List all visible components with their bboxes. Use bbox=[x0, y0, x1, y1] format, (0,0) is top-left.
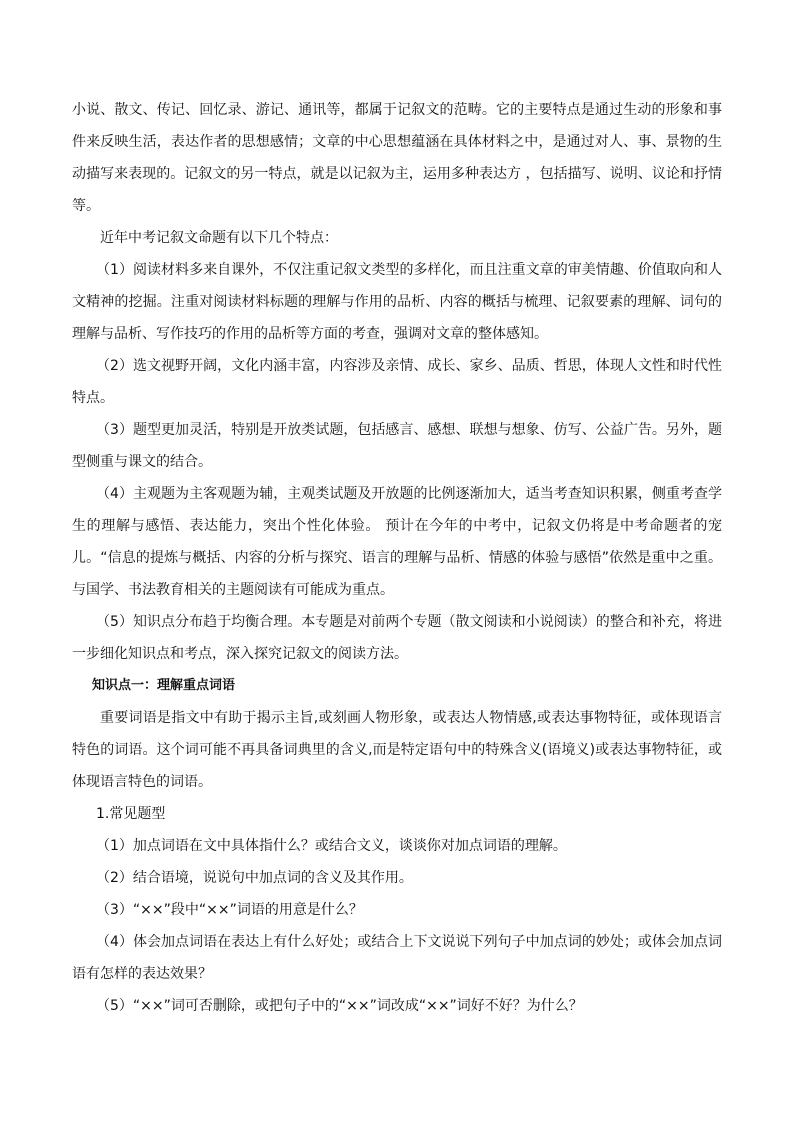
question-type-4: （4）体会加点词语在表达上有什么好处；或结合上下文说说下列句子中加点词的妙处；或体会加点词语有怎样的表达效果？ bbox=[72, 934, 722, 982]
question-types-heading: 1.常见题型 bbox=[96, 806, 166, 822]
features-intro: 近年中考记叙文命题有以下几个特点： bbox=[100, 230, 338, 246]
knowledge-paragraph: 重要词语是指文中有助于揭示主旨,或刻画人物形象，或表达人物情感,或表达事物特征，或体现语言特色的词语。这个词可能不再具备词典里的含义,而是特定语句中的特殊含义(语境义)或表达事物特征，或体现语言特色的词语。 bbox=[72, 710, 722, 790]
question-type-5: （5）“××”词可否删除，或把句子中的“××”词改成“××”词好不好？为什么？ bbox=[96, 998, 583, 1014]
document-body bbox=[72, 94, 722, 1022]
feature-item-4: （4）主观题为主客观题为辅，主观类试题及开放题的比例逐渐加大，适当考查知识积累，侧重考查学生的理解与感悟、表达能力，突出个性化体验。 预计在今年的中考中，记叙文仍将是中考命题者的宠儿。“信息的提炼与概括、内容的分析与探究、语言的理解与品析、情感的体验与感悟”依然是重中之重。与国学、书法教育相关的主题阅读有可能成为重点。 bbox=[72, 486, 722, 598]
intro-paragraph: 小说、散文、传记、回忆录、游记、通讯等，都属于记叙文的范畴。它的主要特点是通过生动的形象和事件来反映生活，表达作者的思想感情；文章的中心思想蕴涵在具体材料之中，是通过对人、事、景物的生动描写来表现的。记叙文的另一特点，就是以记叙为主，运用多种表达方 ，包括描写、说明、议论和抒情等。 bbox=[72, 102, 722, 214]
feature-item-1: （1）阅读材料多来自课外，不仅注重记叙文类型的多样化，而且注重文章的审美情趣、价值取向和人文精神的挖掘。注重对阅读材料标题的理解与作用的品析、内容的概括与梳理、记叙要素的理解、词句的理解与品析、写作技巧的作用的品析等方面的考查，强调对文章的整体感知。 bbox=[72, 262, 722, 342]
question-type-1: （1）加点词语在文中具体指什么？或结合文义，谈谈你对加点词语的理解。 bbox=[96, 838, 567, 854]
knowledge-heading: 知识点一：理解重点词语 bbox=[92, 678, 236, 693]
question-type-3: （3）“××”段中“××”词语的用意是什么？ bbox=[96, 902, 363, 918]
feature-item-5: （5）知识点分布趋于均衡合理。本专题是对前两个专题（散文阅读和小说阅读）的整合和补充，将进一步细化知识点和考点，深入探究记叙文的阅读方法。 bbox=[72, 614, 722, 662]
question-type-2: （2）结合语境，说说句中加点词的含义及其作用。 bbox=[96, 870, 413, 886]
feature-item-2: （2）选文视野开阔，文化内涵丰富，内容涉及亲情、成长、家乡、品质、哲思，体现人文性和时代性特点。 bbox=[72, 358, 722, 406]
feature-item-3: （3）题型更加灵活，特别是开放类试题，包括感言、感想、联想与想象、仿写、公益广告。另外，题型侧重与课文的结合。 bbox=[72, 422, 722, 470]
